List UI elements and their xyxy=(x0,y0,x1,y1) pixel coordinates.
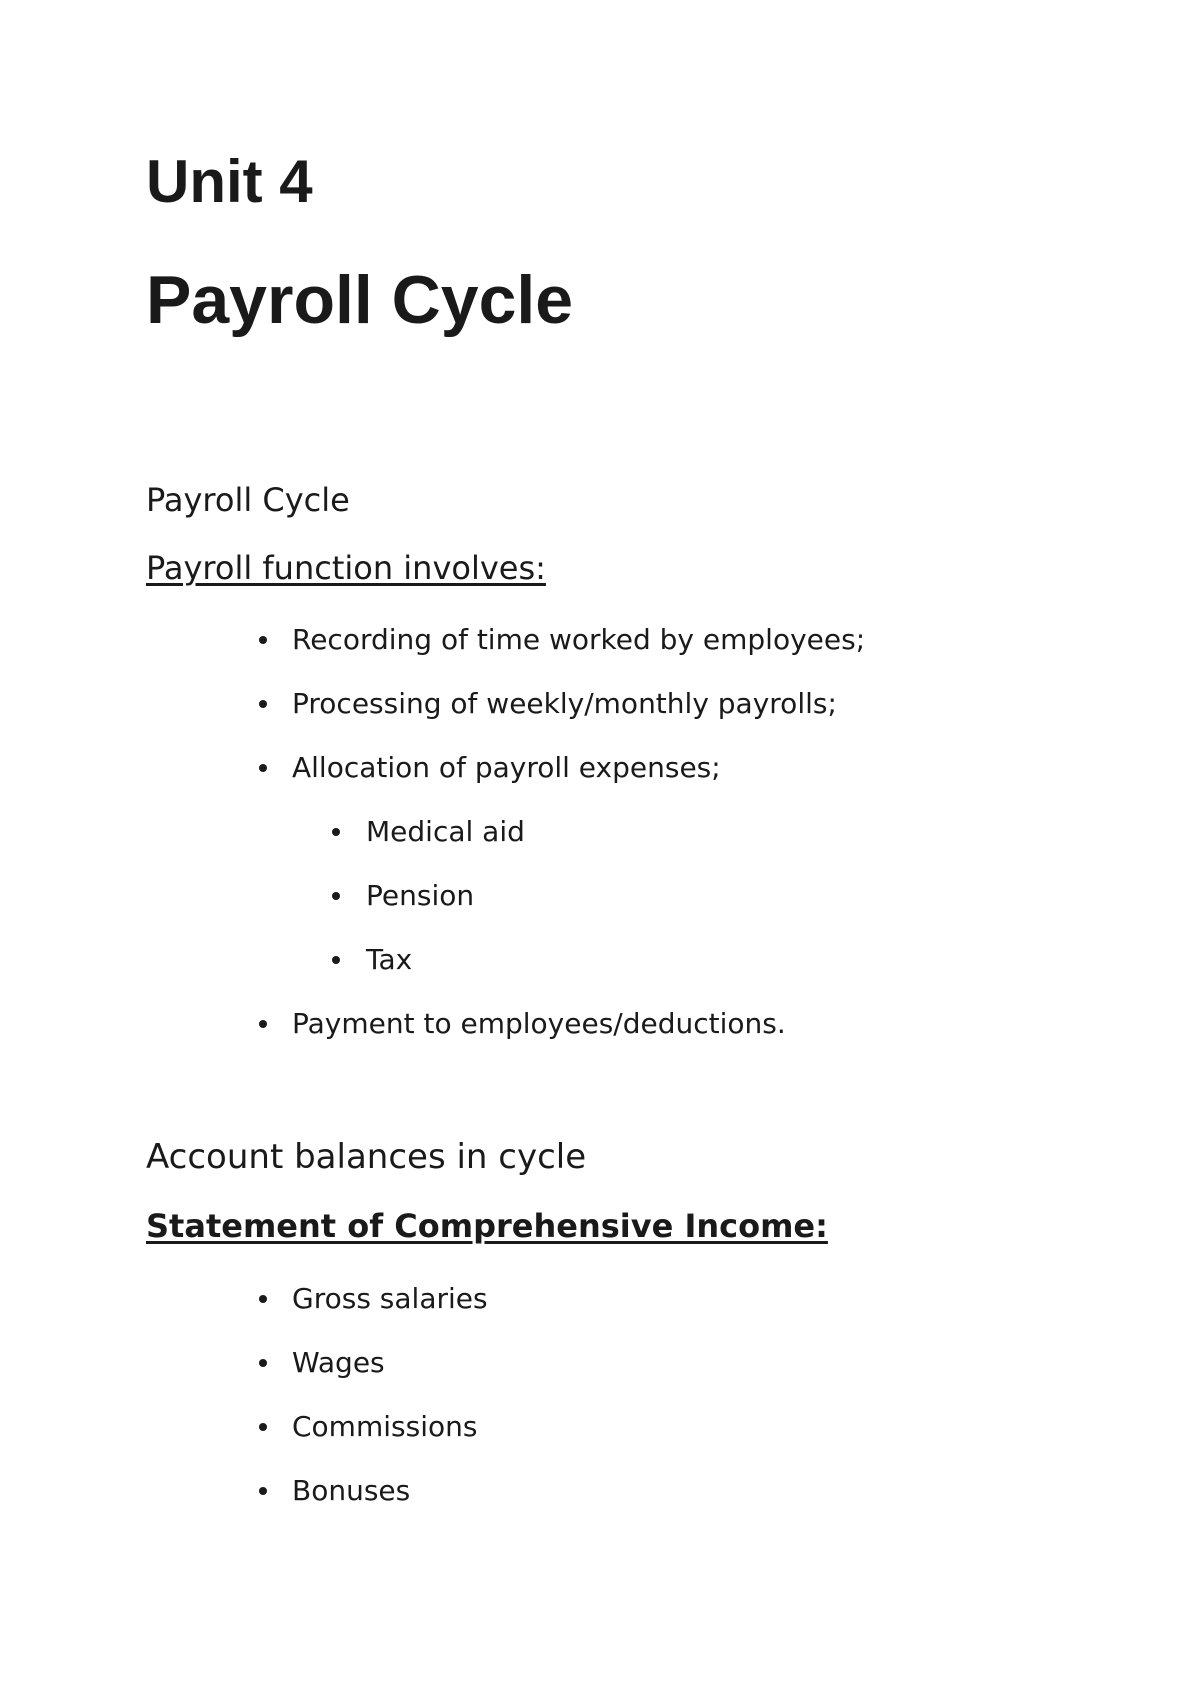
bullet-icon xyxy=(332,828,340,836)
list-item: Pension xyxy=(366,879,475,912)
section-subheading-comprehensive-income: Statement of Comprehensive Income: xyxy=(146,1207,828,1245)
list-item: Allocation of payroll expenses; xyxy=(292,751,721,784)
list-item: Gross salaries xyxy=(292,1282,488,1315)
bullet-icon xyxy=(259,1359,267,1367)
list-item: Payment to employees/deductions. xyxy=(292,1007,786,1040)
bullet-icon xyxy=(259,636,267,644)
bullet-icon xyxy=(259,1487,267,1495)
list-item: Tax xyxy=(366,943,413,976)
section-label-account-balances: Account balances in cycle xyxy=(146,1137,587,1177)
list-item: Bonuses xyxy=(292,1474,411,1507)
unit-heading: Unit 4 xyxy=(146,148,313,215)
section-subheading-payroll-function: Payroll function involves: xyxy=(146,549,546,587)
list-item: Wages xyxy=(292,1346,385,1379)
section-label-payroll-cycle: Payroll Cycle xyxy=(146,481,350,519)
bullet-icon xyxy=(259,700,267,708)
list-item: Medical aid xyxy=(366,815,525,848)
list-item: Recording of time worked by employees; xyxy=(292,623,866,656)
page-title: Payroll Cycle xyxy=(146,262,574,338)
bullet-icon xyxy=(332,956,340,964)
bullet-icon xyxy=(259,1423,267,1431)
bullet-icon xyxy=(259,1295,267,1303)
list-item: Commissions xyxy=(292,1410,478,1443)
bullet-icon xyxy=(332,892,340,900)
bullet-icon xyxy=(259,1020,267,1028)
list-item: Processing of weekly/monthly payrolls; xyxy=(292,687,837,720)
bullet-icon xyxy=(259,764,267,772)
